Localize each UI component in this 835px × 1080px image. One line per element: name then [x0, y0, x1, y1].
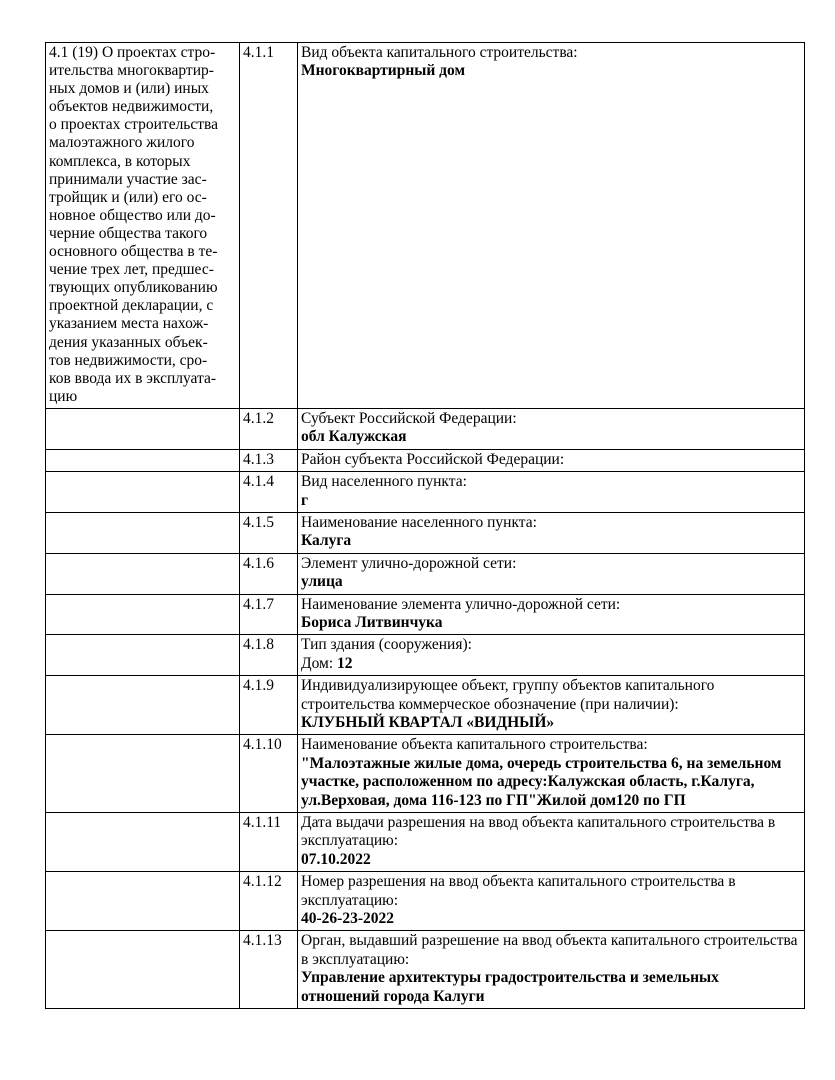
code-cell: 4.1.7	[240, 594, 298, 635]
row-label: Район субъекта Российской Федерации:	[301, 450, 565, 468]
left-empty-cell	[46, 931, 240, 1009]
project-declaration-table	[45, 42, 805, 1009]
row-value: Многоквартирный дом	[301, 62, 466, 80]
row-value: 07.10.2022	[301, 850, 371, 868]
table-row	[46, 594, 805, 635]
row-value: Бориса Литвинчука	[301, 613, 443, 631]
left-empty-cell	[46, 512, 240, 553]
code-cell: 4.1.2	[240, 408, 298, 449]
table-row	[46, 449, 805, 471]
code-cell: 4.1.3	[240, 449, 298, 471]
row-value: Управление архитектуры градостроительства и земельных отношений города Калуги	[301, 969, 719, 1005]
code-cell: 4.1.11	[240, 813, 298, 872]
code-cell: 4.1.1	[240, 43, 298, 409]
row-value: Дом: 12	[301, 654, 353, 672]
row-label: Дата выдачи разрешения на ввод объекта капитального строительства в эксплуатацию:	[301, 814, 776, 850]
content-cell	[298, 872, 805, 931]
code-cell: 4.1.4	[240, 472, 298, 513]
row-value: г	[301, 491, 309, 509]
row-label: Тип здания (сооружения):	[301, 636, 472, 654]
row-value: КЛУБНЫЙ КВАРТАЛ «ВИДНЫЙ»	[301, 713, 555, 731]
code-cell: 4.1.12	[240, 872, 298, 931]
table-row	[46, 735, 805, 813]
row-value: 40-26-23-2022	[301, 910, 394, 928]
content-cell	[298, 472, 805, 513]
row-label: Вид объекта капитального строительства:	[301, 44, 578, 61]
left-note-cell	[46, 43, 240, 409]
table-row	[46, 553, 805, 594]
table-row	[46, 931, 805, 1009]
row-label: Наименование элемента улично-дорожной сети:	[301, 595, 621, 613]
left-empty-cell	[46, 408, 240, 449]
code-cell: 4.1.13	[240, 931, 298, 1009]
row-label: Вид населенного пункта:	[301, 473, 467, 491]
content-cell	[298, 813, 805, 872]
row-label: Индивидуализирующее объект, группу объектов капитального строительства коммерческое обозначение (при наличии):	[301, 677, 715, 713]
content-cell	[298, 594, 805, 635]
row-label: Наименование объекта капитального строительства:	[301, 736, 648, 754]
code-cell: 4.1.6	[240, 553, 298, 594]
table-row	[46, 676, 805, 735]
content-cell	[298, 43, 805, 409]
table-row	[46, 512, 805, 553]
content-cell	[298, 553, 805, 594]
table-row	[46, 43, 805, 409]
left-empty-cell	[46, 594, 240, 635]
row-value: Калуга	[301, 532, 352, 550]
content-cell	[298, 676, 805, 735]
left-empty-cell	[46, 553, 240, 594]
row-label: Номер разрешения на ввод объекта капитального строительства в эксплуатацию:	[301, 873, 736, 909]
content-cell	[298, 512, 805, 553]
row-label: Субъект Российской Федерации:	[301, 409, 517, 427]
table-row	[46, 813, 805, 872]
row-label: Наименование населенного пункта:	[301, 513, 537, 531]
left-empty-cell	[46, 472, 240, 513]
content-cell	[298, 735, 805, 813]
row-value: "Малоэтажные жилые дома, очередь строительства 6, на земельном участке, расположенном по адресу:Калужская область, г.Калуга, ул.Верховая, дома 116-123 по ГП"Жилой дом120 по ГП	[301, 754, 782, 809]
left-empty-cell	[46, 813, 240, 872]
row-label: Орган, выдавший разрешение на ввод объекта капитального строительства в эксплуатацию:	[301, 932, 798, 968]
content-cell	[298, 635, 805, 676]
code-cell: 4.1.10	[240, 735, 298, 813]
code-cell: 4.1.5	[240, 512, 298, 553]
row-value: улица	[301, 573, 343, 591]
left-empty-cell	[46, 635, 240, 676]
content-cell	[298, 931, 805, 1009]
left-empty-cell	[46, 449, 240, 471]
left-empty-cell	[46, 676, 240, 735]
table-body	[46, 43, 805, 1009]
table-row	[46, 872, 805, 931]
row-value: обл Калужская	[301, 428, 407, 446]
table-row	[46, 635, 805, 676]
left-empty-cell	[46, 872, 240, 931]
row-label: Элемент улично-дорожной сети:	[301, 554, 517, 572]
table-row	[46, 472, 805, 513]
code-cell: 4.1.8	[240, 635, 298, 676]
code-cell: 4.1.9	[240, 676, 298, 735]
left-note-text: 4.1 (19) О проектах стро- ительства многоквартир- ных домов и (или) иных объектов недвижимости, о проектах строительства малоэтажного жилого комплекса, в которых принимали участие зас- тройщик и (или) его ос- новное общество или до- черние общества такого основного общества в те- чение трех лет, предшес- твующих опубликованию проектной декларации, с указанием места нахож- дения указанных объек- тов недвижимости, сро- ков ввода их в эксплуата- цию	[49, 44, 219, 405]
table-row	[46, 408, 805, 449]
content-cell	[298, 408, 805, 449]
row-value-prefix: Дом:	[301, 654, 338, 672]
content-cell	[298, 449, 805, 471]
left-empty-cell	[46, 735, 240, 813]
